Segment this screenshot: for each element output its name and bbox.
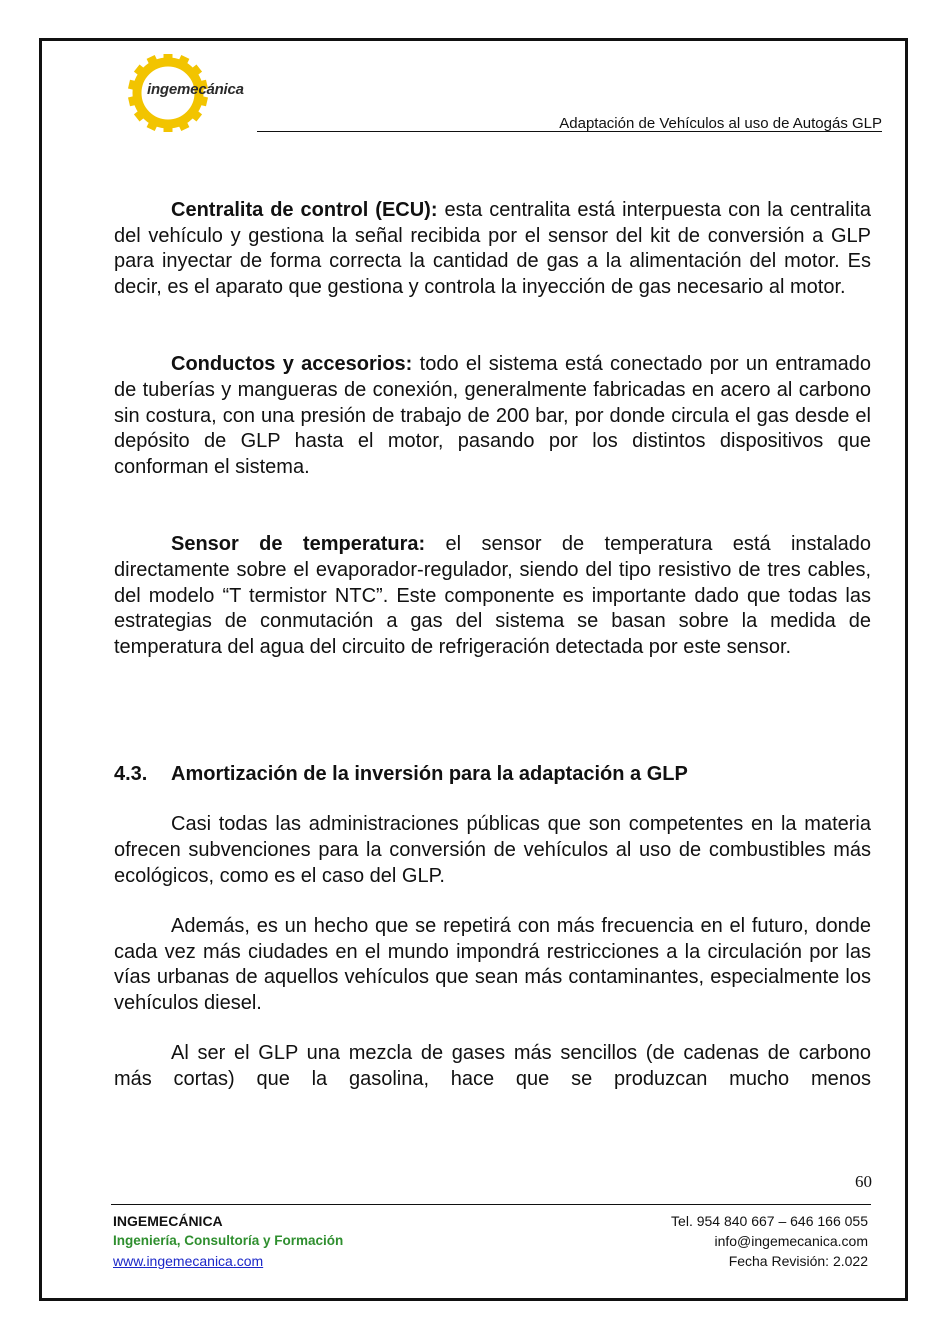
footer-email: info@ingemecanica.com xyxy=(714,1233,868,1249)
footer-website-link[interactable]: www.ingemecanica.com xyxy=(113,1253,264,1269)
term-ecu: Centralita de control (ECU): xyxy=(171,199,438,221)
paragraph-ecu xyxy=(114,198,871,300)
section-number: 4.3. xyxy=(114,763,148,786)
footer-company-name: INGEMECÁNICA xyxy=(113,1213,223,1229)
footer-revision-date: Fecha Revisión: 2.022 xyxy=(728,1253,868,1269)
footer-tagline: Ingeniería, Consultoría y Formación xyxy=(113,1233,344,1248)
section-paragraph: Al ser el GLP una mezcla de gases más sencillos (de cadenas de carbono más cortas) que la gasolina, hace que se produzcan mucho menos xyxy=(114,1042,871,1091)
term-conductos: Conductos y accesorios: xyxy=(171,353,413,376)
paragraph-conductos xyxy=(114,352,871,480)
company-logo xyxy=(128,54,268,132)
page-content xyxy=(114,198,871,1093)
text-ecu: esta centralita está interpuesta con la centralita del vehículo y gestiona la señal recibida por el sensor del kit de conversión a GLP para inyectar de forma correcta la cantidad de gas a la alimentación del motor. Es decir, es el aparato que gestiona y controla la inyección de gas necesario al motor. xyxy=(114,199,871,298)
footer-phone: Tel. 954 840 667 – 646 166 055 xyxy=(671,1213,868,1229)
section-paragraph: Casi todas las administraciones públicas que son competentes en la materia ofrecen subvenciones para la conversión de vehículos al uso de combustibles más ecológicos, como es el caso del GLP. xyxy=(114,813,871,887)
section-heading xyxy=(114,762,871,788)
logo-text: ingemecánica xyxy=(147,81,244,98)
header-divider xyxy=(257,131,882,132)
text-conductos: todo el sistema está conectado por un entramado de tuberías y mangueras de conexión, generalmente fabricadas en acero al carbono sin costura, con una presión de trabajo de 200 bar, por donde circula el gas desde el depósito de GLP hasta el motor, pasando por los distintos dispositivos que conforman el sistema. xyxy=(114,353,872,478)
document-header-title: Adaptación de Vehículos al uso de Autogás GLP xyxy=(559,115,882,132)
section-title: Amortización de la inversión para la adaptación a GLP xyxy=(171,763,688,786)
section-paragraph: Además, es un hecho que se repetirá con más frecuencia en el futuro, donde cada vez más ciudades en el mundo impondrá restricciones a la circulación por las vías urbanas de aquellos vehículos que sean más contaminantes, especialmente los vehículos diesel. xyxy=(114,915,871,1014)
page-number: 60 xyxy=(855,1172,872,1191)
footer-divider xyxy=(111,1204,871,1205)
paragraph-sensor xyxy=(114,532,871,660)
term-sensor: Sensor de temperatura: xyxy=(171,533,426,556)
text-sensor: el sensor de temperatura está instalado directamente sobre el evaporador-regulador, siendo del tipo resistivo de tres cables, del modelo “T termistor NTC”. Este componente es importante dado que todas las estrategias de conmutación a gas del sistema se basan sobre la medida de temperatura del agua del circuito de refrigeración detectada por este sensor. xyxy=(114,533,872,658)
footer-company-info xyxy=(113,1211,343,1271)
footer-contact-info xyxy=(671,1211,868,1271)
